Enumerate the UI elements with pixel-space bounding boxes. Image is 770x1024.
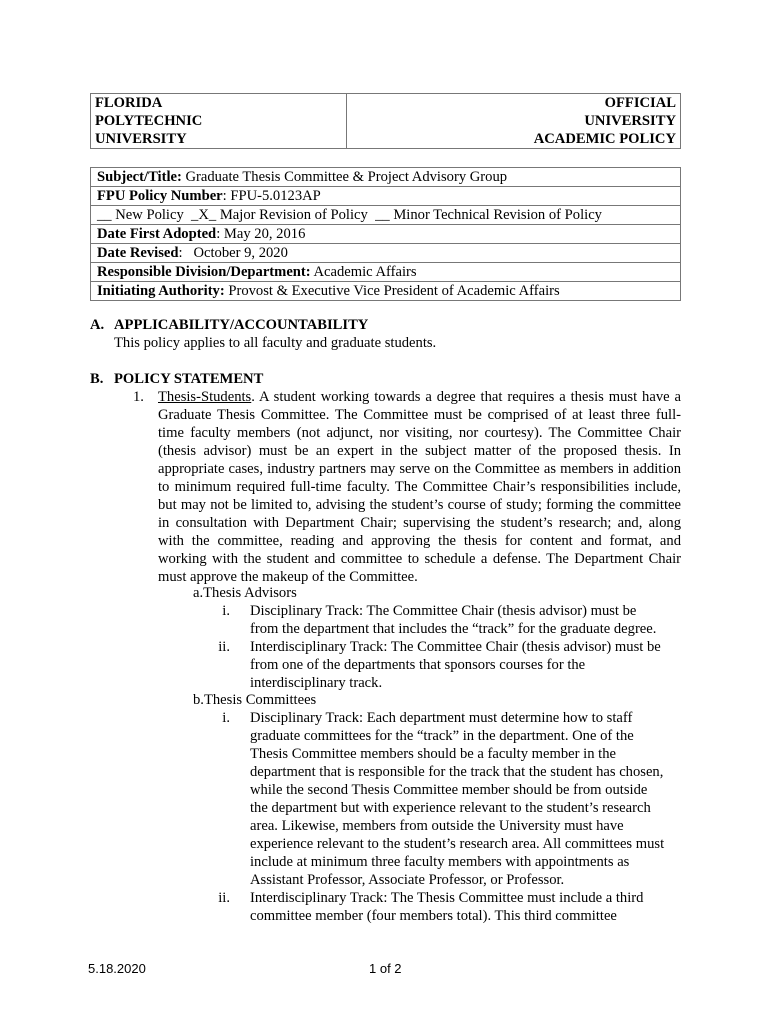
text-line: from the department that includes the “track” for the graduate degree. [250, 621, 657, 637]
committees-item-ii [200, 889, 681, 925]
advisors-item-i [200, 602, 681, 638]
text-line: area. Likewise, members from outside the University must have [250, 818, 624, 834]
text-line: the department but with experience relevant to the student’s research [250, 800, 651, 816]
revision-type-text: __ New Policy _X_ Major Revision of Policy __ Minor Technical Revision of Policy [97, 207, 602, 223]
advisors-item-i-number: i. [222, 603, 230, 619]
text-line: Disciplinary Track: The Committee Chair (thesis advisor) must be [250, 603, 637, 619]
text-line: Assistant Professor, Associate Professor, or Professor. [250, 872, 565, 888]
section-a-heading [90, 316, 436, 334]
university-name-line: FLORIDA [95, 95, 163, 111]
text-line: department that is responsible for the track that the student has chosen, [250, 764, 664, 780]
date-adopted-value: : May 20, 2016 [216, 226, 306, 242]
item-1-title: Thesis-Students [158, 389, 252, 405]
section-b-title: POLICY STATEMENT [114, 371, 264, 387]
policy-item-1 [133, 388, 681, 586]
section-a-title: APPLICABILITY/ACCOUNTABILITY [114, 317, 369, 333]
university-name-line: POLYTECHNIC [95, 113, 203, 129]
item-1-text: . A student working towards a degree that requires a thesis must have a Graduate Thesis Committee. The Committee must be comprised of at least three full-time faculty members (not adjunct, nor visiting, nor courtesy). The Committee Chair (thesis advisor) must be an expert in the subject matter of the proposed thesis. In appropriate cases, industry partners may serve on the Committee as members in addition to minimum required full-time faculty. The Committee Chair’s responsibilities include, but may not be limited to, advising the student’s course of study; forming the committee in consultation with Department Chair; supervising the student’s research; and, along with the committee, reading and approving the thesis for content and format, and working with the student and committee to schedule a defense. The Department Chair must approve the makeup of the Committee. [158, 389, 681, 585]
section-a [90, 316, 436, 352]
text-line: Interdisciplinary Track: The Thesis Committee must include a third [250, 890, 644, 906]
text-line: graduate committees for the “track” in the department. One of the [250, 728, 634, 744]
authority-row [91, 282, 681, 301]
text-line: interdisciplinary track. [250, 675, 383, 691]
footer-page-number: 1 of 2 [369, 961, 402, 976]
text-line: while the second Thesis Committee member should be from outside [250, 782, 648, 798]
policy-number-label: FPU Policy Number [97, 188, 223, 204]
document-type-line: UNIVERSITY [584, 113, 676, 129]
document-type-cell [347, 94, 681, 149]
text-line: experience relevant to the student’s research area. All committees must [250, 836, 665, 852]
document-type-line: OFFICIAL [604, 95, 676, 111]
policy-number-row [91, 187, 681, 206]
date-revised-label: Date Revised [97, 245, 179, 261]
university-name-cell [91, 94, 347, 149]
committees-item-i [200, 709, 681, 889]
subject-value: Graduate Thesis Committee & Project Advisory Group [181, 169, 508, 185]
university-name-line: UNIVERSITY [95, 131, 187, 147]
section-a-text: This policy applies to all faculty and graduate students. [114, 335, 437, 351]
item-1-number: 1. [133, 389, 144, 405]
header-table [90, 93, 681, 149]
text-line: Interdisciplinary Track: The Committee Chair (thesis advisor) must be [250, 639, 661, 655]
date-adopted-row [91, 225, 681, 244]
section-a-label: A. [90, 317, 105, 333]
text-line: committee member (four members total). This third committee [250, 908, 617, 924]
division-row [91, 263, 681, 282]
advisors-item-ii-number: ii. [218, 639, 230, 655]
document-type-line: ACADEMIC POLICY [533, 131, 676, 147]
policy-number-value: : FPU-5.0123AP [222, 188, 321, 204]
text-line: Disciplinary Track: Each department must determine how to staff [250, 710, 633, 726]
date-revised-row [91, 244, 681, 263]
advisors-item-ii [200, 638, 681, 692]
text-line: include at minimum three faculty members with appointments as [250, 854, 630, 870]
sub-heading-thesis-committees: b.Thesis Committees [193, 692, 317, 708]
footer-date: 5.18.2020 [88, 961, 146, 976]
authority-value: Provost & Executive Vice President of Academic Affairs [224, 283, 560, 299]
revision-type-row [91, 206, 681, 225]
section-b-label: B. [90, 371, 104, 387]
section-b-heading [90, 370, 263, 388]
committees-item-ii-number: ii. [218, 890, 230, 906]
date-adopted-label: Date First Adopted [97, 226, 217, 242]
division-value: Academic Affairs [310, 264, 417, 280]
item-1-body [158, 388, 681, 586]
text-line: from one of the departments that sponsors courses for the [250, 657, 586, 673]
sub-heading-thesis-advisors: a.Thesis Advisors [193, 585, 297, 601]
committees-item-i-number: i. [222, 710, 230, 726]
division-label: Responsible Division/Department: [97, 264, 311, 280]
authority-label: Initiating Authority: [97, 283, 225, 299]
subject-row [91, 168, 681, 187]
policy-info-table [90, 167, 681, 301]
subject-label: Subject/Title: [97, 169, 182, 185]
text-line: Thesis Committee members should be a faculty member in the [250, 746, 616, 762]
date-revised-value: : October 9, 2020 [178, 245, 288, 261]
